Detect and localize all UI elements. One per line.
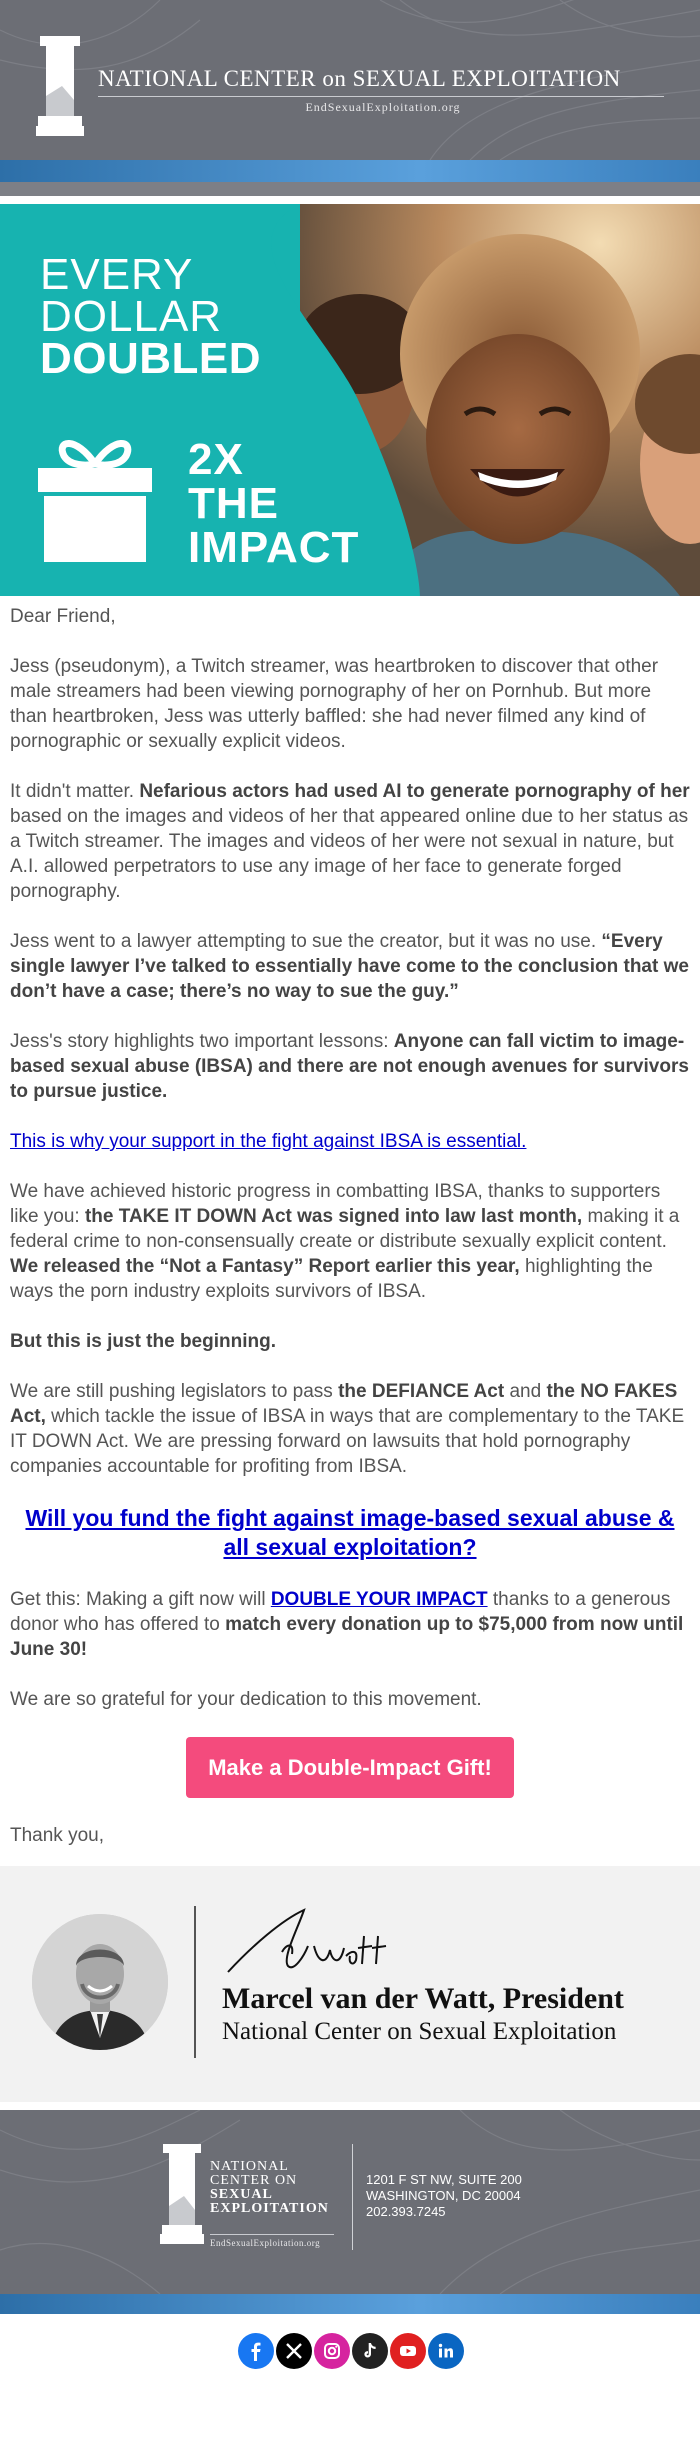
p7-bold-d: the NO FAKES Act, <box>10 1381 678 1427</box>
handwritten-signature <box>222 1906 402 1976</box>
paragraph-7 <box>10 1379 690 1479</box>
footer-name-l3: SEXUAL <box>210 2187 273 2202</box>
p3-quote: “Every single lawyer I’ve talked to essentially have come to the conclusion that we don’t have a case; there’s no way to sue the guy.” <box>10 931 689 1002</box>
fund-headline <box>10 1504 690 1562</box>
p6-bold: But this is just the beginning. <box>10 1331 276 1352</box>
footer-blue-stripe <box>0 2294 700 2314</box>
p2-bold: Nefarious actors had used AI to generate pornography of her <box>139 781 690 802</box>
hero-line-every: EVERY <box>40 250 194 299</box>
footer-name-l4: EXPLOITATION <box>210 2201 329 2216</box>
instagram-icon[interactable] <box>314 2333 350 2369</box>
footer-org-name <box>210 2160 329 2216</box>
linkedin-icon[interactable] <box>428 2333 464 2369</box>
footer-name-l2: CENTER ON <box>210 2173 298 2188</box>
p2-text-a: It didn't matter. <box>10 781 140 802</box>
letter-body <box>10 604 690 1873</box>
hero-line-dollar: DOLLAR <box>40 292 223 341</box>
footer-phone: 202.393.7245 <box>366 2204 446 2219</box>
org-name: NATIONAL CENTER on SEXUAL EXPLOITATION <box>98 66 621 91</box>
org-url[interactable]: EndSexualExploitation.org <box>305 100 461 114</box>
p3-text-a: Jess went to a lawyer attempting to sue the creator, but it was no use. <box>10 931 602 952</box>
social-links <box>238 2333 464 2369</box>
p7-bold-b: the DEFIANCE Act <box>338 1381 505 1402</box>
p5-bold-d: We released the “Not a Fantasy” Report earlier this year, <box>10 1256 520 1277</box>
paragraph-3 <box>10 929 690 1004</box>
header-banner <box>0 0 700 160</box>
footer-url[interactable]: EndSexualExploitation.org <box>210 2238 321 2248</box>
p5-text-c: making it a federal crime to non-consensually create or distribute sexually explicit content. <box>10 1206 680 1252</box>
footer-rule <box>210 2234 334 2235</box>
footer-texture <box>0 2110 700 2294</box>
hero-impact-the: THE <box>188 479 279 528</box>
p5-text-e: highlighting the ways the porn industry exploits survivors of IBSA. <box>10 1256 653 1302</box>
p4-text-a: Jess's story highlights two important lessons: <box>10 1031 394 1052</box>
p2-text-c: based on the images and videos of her that appeared online due to her status as a Twitch streamer. The images and videos of her were not sexual in nature, but A.I. allowed perpetrators to use any image of her face to generate forged pornography. <box>10 806 689 902</box>
support-ibsa-link[interactable]: This is why your support in the fight against IBSA is essential. <box>10 1131 527 1152</box>
greeting: Dear Friend, <box>10 606 116 627</box>
gift-icon <box>36 436 154 564</box>
paragraph-9: We are so grateful for your dedication to this movement. <box>10 1689 482 1710</box>
paragraph-6 <box>10 1329 690 1354</box>
org-divider <box>98 96 664 97</box>
hero-impact-2x: 2X <box>188 435 244 484</box>
p8-text-a: Get this: Making a gift now will <box>10 1589 271 1610</box>
hero-line-doubled: DOUBLED <box>40 334 262 383</box>
footer-pillar-logo-icon <box>160 2144 204 2244</box>
p7-text-a: We are still pushing legislators to pass <box>10 1381 339 1402</box>
x-twitter-icon[interactable] <box>276 2333 312 2369</box>
p8-bold: match every donation up to $75,000 from now until June 30! <box>10 1614 684 1660</box>
paragraph-4 <box>10 1029 690 1104</box>
facebook-icon[interactable] <box>238 2333 274 2369</box>
paragraph-5 <box>10 1179 690 1304</box>
p7-text-e: which tackle the issue of IBSA in ways that are complementary to the TAKE IT DOWN Act. We are pressing forward on lawsuits that hold pornography companies accountable for profiting from IBSA. <box>10 1406 685 1477</box>
p5-text-a: We have achieved historic progress in combatting IBSA, thanks to supporters like you: <box>10 1181 661 1227</box>
paragraph-8 <box>10 1587 690 1662</box>
avatar <box>32 1914 168 2050</box>
footer-address-line2: WASHINGTON, DC 20004 <box>366 2188 521 2203</box>
closing: Thank you, <box>10 1825 104 1846</box>
youtube-icon[interactable] <box>390 2333 426 2369</box>
signer-org: National Center on Sexual Exploitation <box>222 2018 617 2045</box>
footer-address-line1: 1201 F ST NW, SUITE 200 <box>366 2172 522 2187</box>
footer-name-l1: NATIONAL <box>210 2159 289 2174</box>
header-gray-stripe <box>0 182 700 196</box>
p8-text-b: thanks to a generous donor who has offered to <box>10 1589 671 1635</box>
tiktok-icon[interactable] <box>352 2333 388 2369</box>
paragraph-link <box>10 1129 690 1154</box>
p4-bold: Anyone can fall victim to image-based sexual abuse (IBSA) and there are not enough avenues for survivors to pursue justice. <box>10 1031 689 1102</box>
footer-banner <box>0 2110 700 2294</box>
p5-bold-b: the TAKE IT DOWN Act was signed into law last month, <box>84 1206 583 1227</box>
p7-text-c: and <box>504 1381 547 1402</box>
hero-banner[interactable] <box>0 204 700 596</box>
footer-divider <box>352 2144 353 2250</box>
footer-spacer <box>0 2314 700 2324</box>
header-spacer <box>0 196 700 204</box>
fund-headline-link[interactable]: Will you fund the fight against image-based sexual abuse & all sexual exploitation? <box>25 1505 675 1560</box>
double-impact-link[interactable]: DOUBLE YOUR IMPACT <box>270 1589 488 1610</box>
paragraph-1: Jess (pseudonym), a Twitch streamer, was heartbroken to discover that other male streamers had been viewing pornography of her on Pornhub. But more than heartbroken, Jess was utterly baffled: she had never filmed any kind of pornographic or sexually explicit videos. <box>10 656 659 752</box>
pillar-logo-icon <box>36 36 84 136</box>
signature-divider <box>194 1906 196 2058</box>
cta-container <box>10 1737 690 1798</box>
footer-address <box>366 2172 522 2220</box>
signer-name: Marcel van der Watt, President <box>222 1982 624 2015</box>
signature-block <box>0 1866 700 2102</box>
hero-impact-impact: IMPACT <box>188 523 360 572</box>
header-blue-stripe <box>0 160 700 182</box>
double-impact-gift-button[interactable]: Make a Double-Impact Gift! <box>186 1737 514 1798</box>
paragraph-2 <box>10 779 690 904</box>
